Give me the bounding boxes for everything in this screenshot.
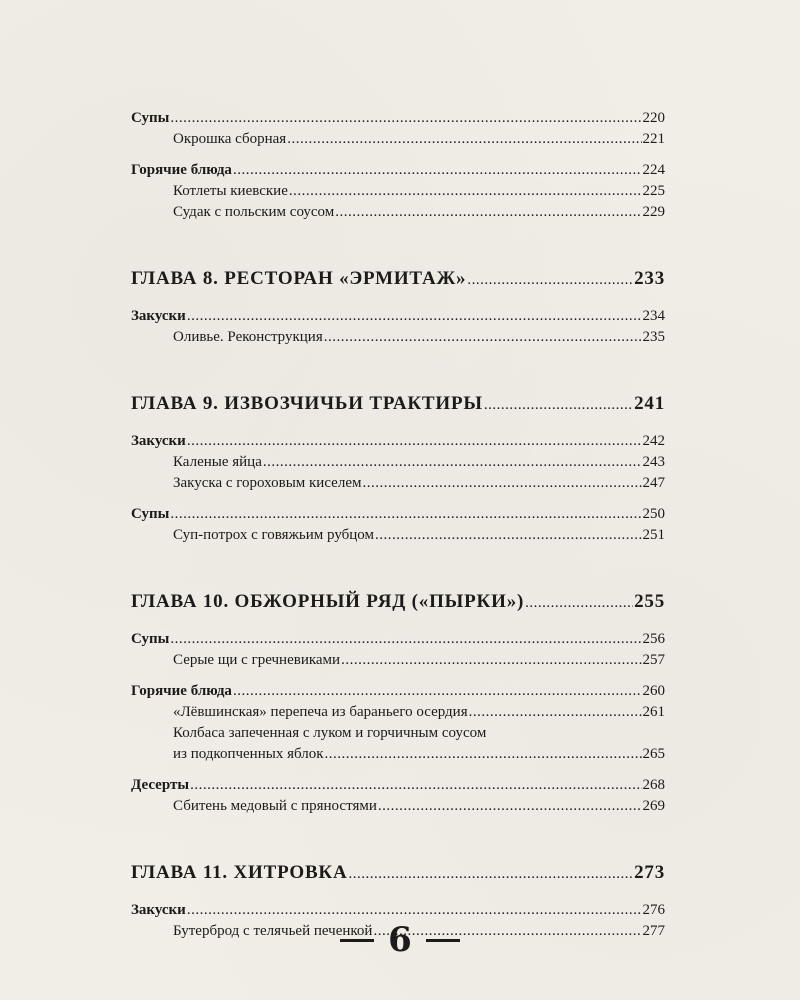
dot-leader (289, 181, 642, 202)
dot-leader (190, 775, 641, 796)
dot-leader (335, 202, 641, 223)
dot-leader (362, 473, 641, 494)
toc-item: Закуска с гороховым киселем ..... 247 (131, 473, 665, 494)
toc-category: Горячие блюда ..... 224 (131, 160, 665, 181)
table-of-contents (131, 108, 665, 942)
dot-leader (170, 629, 641, 650)
dot-leader (341, 650, 641, 671)
toc-category: Закуски ..... 234 (131, 306, 665, 327)
toc-item: «Лёвшинская» перепеча из бараньего осердия ..... 261 (131, 702, 665, 723)
toc-item: Сбитень медовый с пряностями ..... 269 (131, 796, 665, 817)
toc-item: Суп-потрох с говяжьим рубцом ..... 251 (131, 525, 665, 546)
toc-category: Десерты ..... 268 (131, 775, 665, 796)
toc-item: Судак с польским соусом ..... 229 (131, 202, 665, 223)
toc-item: Котлеты киевские ..... 225 (131, 181, 665, 202)
dot-leader (324, 327, 642, 348)
toc-item: Окрошка сборная ..... 221 (131, 129, 665, 150)
toc-category: Супы ..... 220 (131, 108, 665, 129)
toc-category: Закуски ..... 276 (131, 900, 665, 921)
toc-chapter-heading: ГЛАВА 8. РЕСТОРАН «ЭРМИТАЖ» ..... 233 (131, 265, 665, 292)
page-footer (0, 920, 800, 960)
dot-leader (187, 900, 642, 921)
toc-item: Бутерброд с телячьей печенкой ..... 277 (131, 921, 665, 942)
toc-chapter-heading: ГЛАВА 9. ИЗВОЗЧИЧЬИ ТРАКТИРЫ ..... 241 (131, 390, 665, 417)
toc-item: из подкопченных яблок ..... 265 (131, 744, 665, 765)
dot-leader (467, 267, 633, 294)
dot-leader (378, 796, 642, 817)
dot-leader (187, 431, 642, 452)
toc-item-continued-line: Колбаса запеченная с луком и горчичным соусом (173, 725, 487, 741)
footer-dash-right (426, 939, 460, 942)
toc-chapter-heading: ГЛАВА 11. ХИТРОВКА ..... 273 (131, 859, 665, 886)
dot-leader (233, 160, 642, 181)
dot-leader (484, 392, 633, 419)
toc-chapter-heading: ГЛАВА 10. ОБЖОРНЫЙ РЯД («ПЫРКИ») ..... 255 (131, 588, 665, 615)
dot-leader (375, 525, 641, 546)
toc-category: Супы ..... 256 (131, 629, 665, 650)
dot-leader (187, 306, 642, 327)
dot-leader (170, 504, 641, 525)
dot-leader (263, 452, 642, 473)
dot-leader (525, 590, 633, 617)
dot-leader (469, 702, 642, 723)
dot-leader (233, 681, 642, 702)
dot-leader (287, 129, 641, 150)
footer-dash-left (340, 939, 374, 942)
dot-leader (349, 861, 634, 888)
toc-category: Супы ..... 250 (131, 504, 665, 525)
toc-item: Каленые яйца ..... 243 (131, 452, 665, 473)
dot-leader (170, 108, 641, 129)
toc-category: Горячие блюда ..... 260 (131, 681, 665, 702)
toc-item: Серые щи с гречневиками ..... 257 (131, 650, 665, 671)
toc-item: Оливье. Реконструкция ..... 235 (131, 327, 665, 348)
toc-category: Закуски ..... 242 (131, 431, 665, 452)
page-number: 6 (388, 920, 412, 960)
dot-leader (325, 744, 642, 765)
